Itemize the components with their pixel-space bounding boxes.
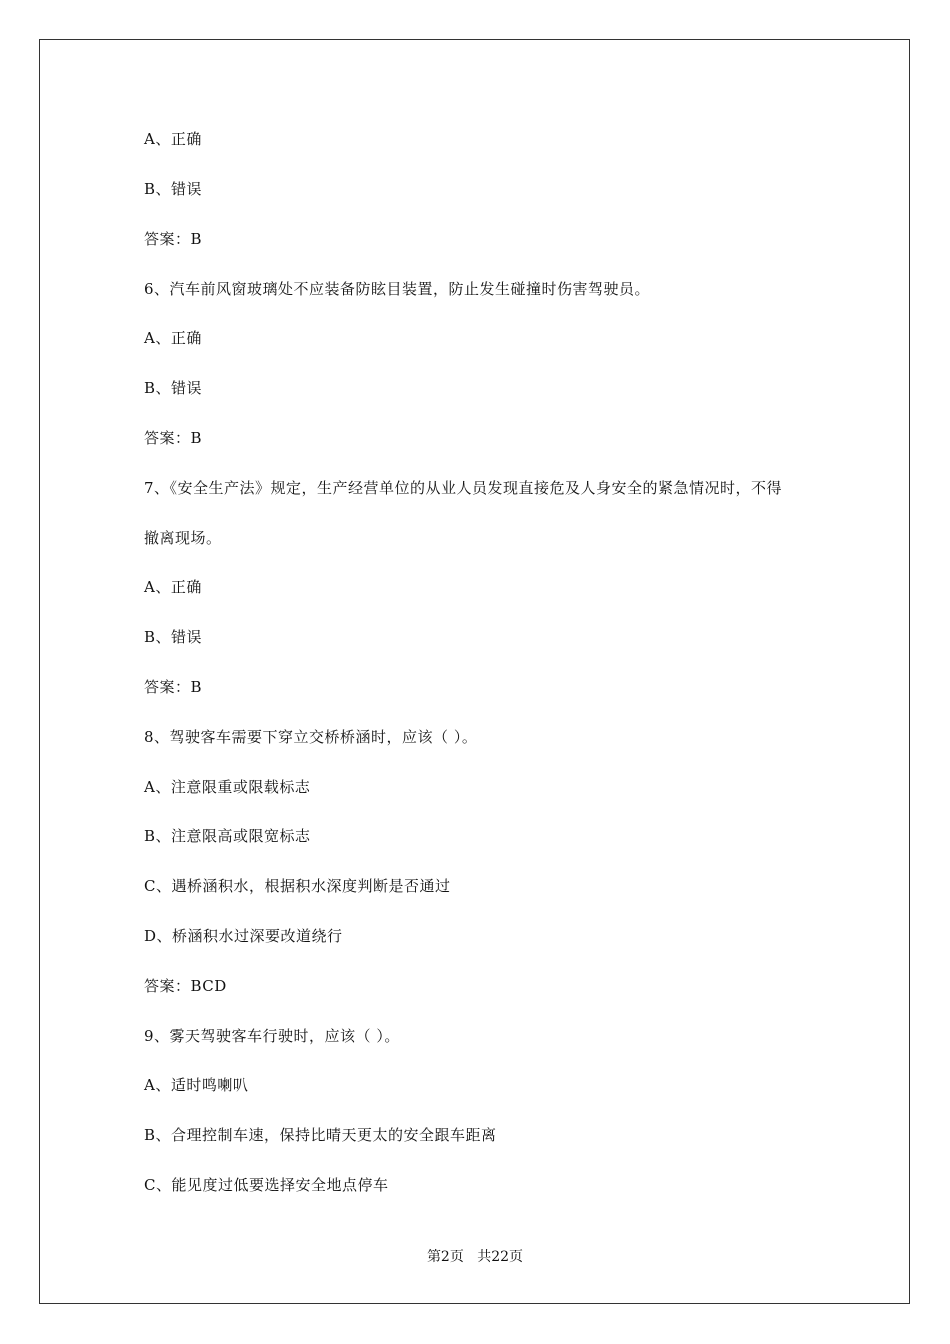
- answer-q6: 答案：B: [144, 429, 203, 447]
- option-b-q9: B、合理控制车速，保持比晴天更太的安全跟车距离: [144, 1126, 497, 1144]
- option-c-q9: C、能见度过低要选择安全地点停车: [144, 1176, 389, 1194]
- question-7: 7、《安全生产法》规定，生产经营单位的从业人员发现直接危及人身安全的紧急情况时，不得: [144, 479, 783, 497]
- question-9: 9、雾天驾驶客车行驶时，应该（ ）。: [144, 1027, 400, 1045]
- question-8: 8、驾驶客车需要下穿立交桥桥涵时，应该（ ）。: [144, 728, 478, 746]
- option-a-q8: A、注意限重或限载标志: [144, 778, 311, 796]
- option-b-q7: B、错误: [144, 628, 203, 646]
- page-footer: [0, 1248, 950, 1266]
- page-total: 共22页: [477, 1249, 524, 1265]
- option-a-q6: A、正确: [144, 329, 202, 347]
- option-b-q8: B、注意限高或限宽标志: [144, 827, 311, 845]
- question-6: 6、汽车前风窗玻璃处不应装备防眩目装置，防止发生碰撞时伤害驾驶员。: [144, 280, 651, 298]
- answer-q7: 答案：B: [144, 678, 203, 696]
- option-c-q8: C、遇桥涵积水，根据积水深度判断是否通过: [144, 877, 451, 895]
- question-7-continued: 撤离现场。: [144, 529, 222, 547]
- option-a-q7: A、正确: [144, 578, 202, 596]
- option-b-q5: B、错误: [144, 180, 203, 198]
- option-b-q6: B、错误: [144, 379, 203, 397]
- page-number: 第2页: [426, 1249, 464, 1265]
- option-d-q8: D、桥涵积水过深要改道绕行: [144, 927, 343, 945]
- answer-q5: 答案：B: [144, 230, 203, 248]
- option-a-q9: A、适时鸣喇叭: [144, 1076, 249, 1094]
- option-a-q5: A、正确: [144, 130, 202, 148]
- answer-q8: 答案：BCD: [144, 977, 227, 995]
